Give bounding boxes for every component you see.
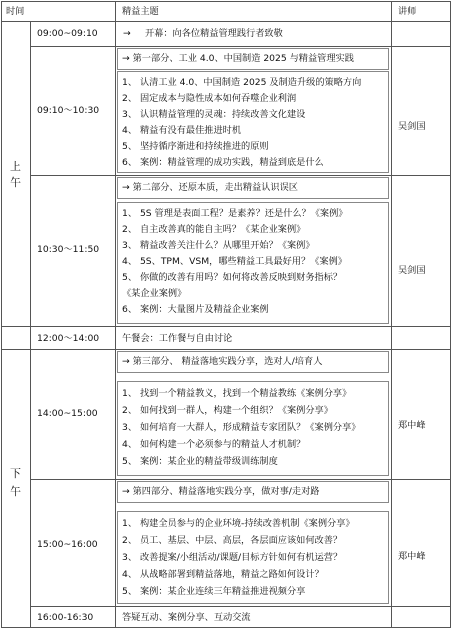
part3-item: 1、 找到一个精益教义，找到一个精益教练《案例分享》 xyxy=(122,388,352,399)
table-border-right xyxy=(450,1,451,628)
part2-item: 4、 5S、TPM、VSM，哪些精益工具最好用？《案例》 xyxy=(122,256,347,267)
part3-lecturer: 郑中峰 xyxy=(398,420,426,431)
part4-item: 1、 构建全员参与的企业环境-持续改善机制《案例分享》 xyxy=(122,518,355,529)
part1-item: 1、 认清工业 4.0、中国制造 2025 及制造升级的策略方向 xyxy=(122,77,362,88)
part4-title: → 第四部分、精益落地实践分享，做对事/走对路 xyxy=(122,486,320,497)
col-sep-time xyxy=(115,1,116,628)
part4-item: 5、 案例：某企业连续三年精益推进视频分享 xyxy=(122,586,306,597)
part4-item: 2、 员工、基层、中层、高层，各层面应该如何改善？ xyxy=(122,535,343,546)
opening-text: 开幕：向各位精益管理践行者致敬 xyxy=(145,28,283,39)
period-afternoon-1: 下 xyxy=(10,467,21,480)
part2-item: 3、 精益改善关注什么？从哪里开始？《案例》 xyxy=(122,240,315,251)
period-morning-2: 午 xyxy=(10,176,21,189)
part2-title: → 第二部分、还原本质，走出精益认识误区 xyxy=(122,182,298,193)
part4-lecturer: 郑中峰 xyxy=(398,551,426,562)
part2-lecturer: 吴剑国 xyxy=(398,265,426,276)
part3-item: 4、 如何构建一个必须参与的精益人才机制？ xyxy=(122,439,306,450)
closing-time: 16:00-16:30 xyxy=(37,612,94,623)
row-sep-part4 xyxy=(30,606,451,607)
part3-item: 5、 案例：某企业的精益带级训练制度 xyxy=(122,456,278,467)
part1-item: 4、 精益有没有最佳推进时机 xyxy=(122,125,242,136)
header-topic: 精益主题 xyxy=(122,6,159,17)
part1-time: 09:10～10:30 xyxy=(37,105,100,116)
part2-item: 6、 案例：大量图片及精益企业案例 xyxy=(122,304,269,315)
opening-time: 09:00~09:10 xyxy=(37,28,98,39)
lunch-text: 午餐会：工作餐与自由讨论 xyxy=(122,333,233,344)
period-morning-1: 上 xyxy=(10,160,21,173)
period-afternoon-2: 午 xyxy=(10,485,21,498)
row-sep-header xyxy=(1,21,451,22)
part2-item: 《某企业案例》 xyxy=(122,288,187,299)
part2-item: 5、 你做的改善有用吗？如何将改善反映到财务指标？ xyxy=(122,272,343,283)
closing-text: 答疑互动、案例分享、互动交流 xyxy=(122,612,251,623)
row-sep-opening xyxy=(30,46,451,47)
col-sep-period xyxy=(30,21,31,627)
part1-title: → 第一部分、工业 4.0、中国制造 2025 与精益管理实践 xyxy=(122,53,354,64)
header-lecturer: 讲师 xyxy=(398,6,417,17)
col-sep-topic xyxy=(391,1,392,628)
part3-item: 3、 如何培育一大群人，形成精益专家团队？《案例分享》 xyxy=(122,422,361,433)
opening-arrow: → xyxy=(123,28,131,39)
part2-item: 2、 自主改善真的能自主吗？《某企业案例》 xyxy=(122,224,306,235)
part1-item: 3、 认识精益管理的灵魂：持续改善文化建设 xyxy=(122,109,306,120)
part2-time: 10:30～11:50 xyxy=(37,244,100,255)
table-border-left xyxy=(1,1,2,628)
part4-time: 15:00~16:00 xyxy=(37,539,98,550)
part3-time: 14:00~15:00 xyxy=(37,408,98,419)
part4-item: 3、 改善提案/小组活动/课题/目标方针如何有机运营？ xyxy=(122,552,343,563)
row-sep-part3 xyxy=(30,479,451,480)
row-sep-part1 xyxy=(30,175,451,176)
part3-title: → 第三部分、 精益落地实践分享，选对人/培育人 xyxy=(122,356,323,367)
table-border-bottom xyxy=(1,627,451,628)
part1-item: 2、 固定成本与隐性成本如何吞噬企业利润 xyxy=(122,93,297,104)
lunch-time: 12:00～14:00 xyxy=(37,333,100,344)
row-sep-part2 xyxy=(1,326,451,327)
part3-item: 2、 如何找到一群人，构建一个组织？《案例分享》 xyxy=(122,405,333,416)
part1-lecturer: 吴剑国 xyxy=(398,121,426,132)
part2-item: 1、 5S 管理是表面工程？是素养？还是什么？《案例》 xyxy=(122,208,348,219)
part4-item: 4、 从战略部署到精益落地，精益之路如何设计？ xyxy=(122,569,324,580)
part1-item: 5、 坚持循序渐进和持续推进的原则 xyxy=(122,141,269,152)
header-time: 时间 xyxy=(6,6,25,17)
row-sep-lunch xyxy=(1,349,451,350)
part1-item: 6、 案例：精益管理的成功实践，精益到底是什么 xyxy=(122,157,324,168)
table-border-top xyxy=(1,1,451,2)
